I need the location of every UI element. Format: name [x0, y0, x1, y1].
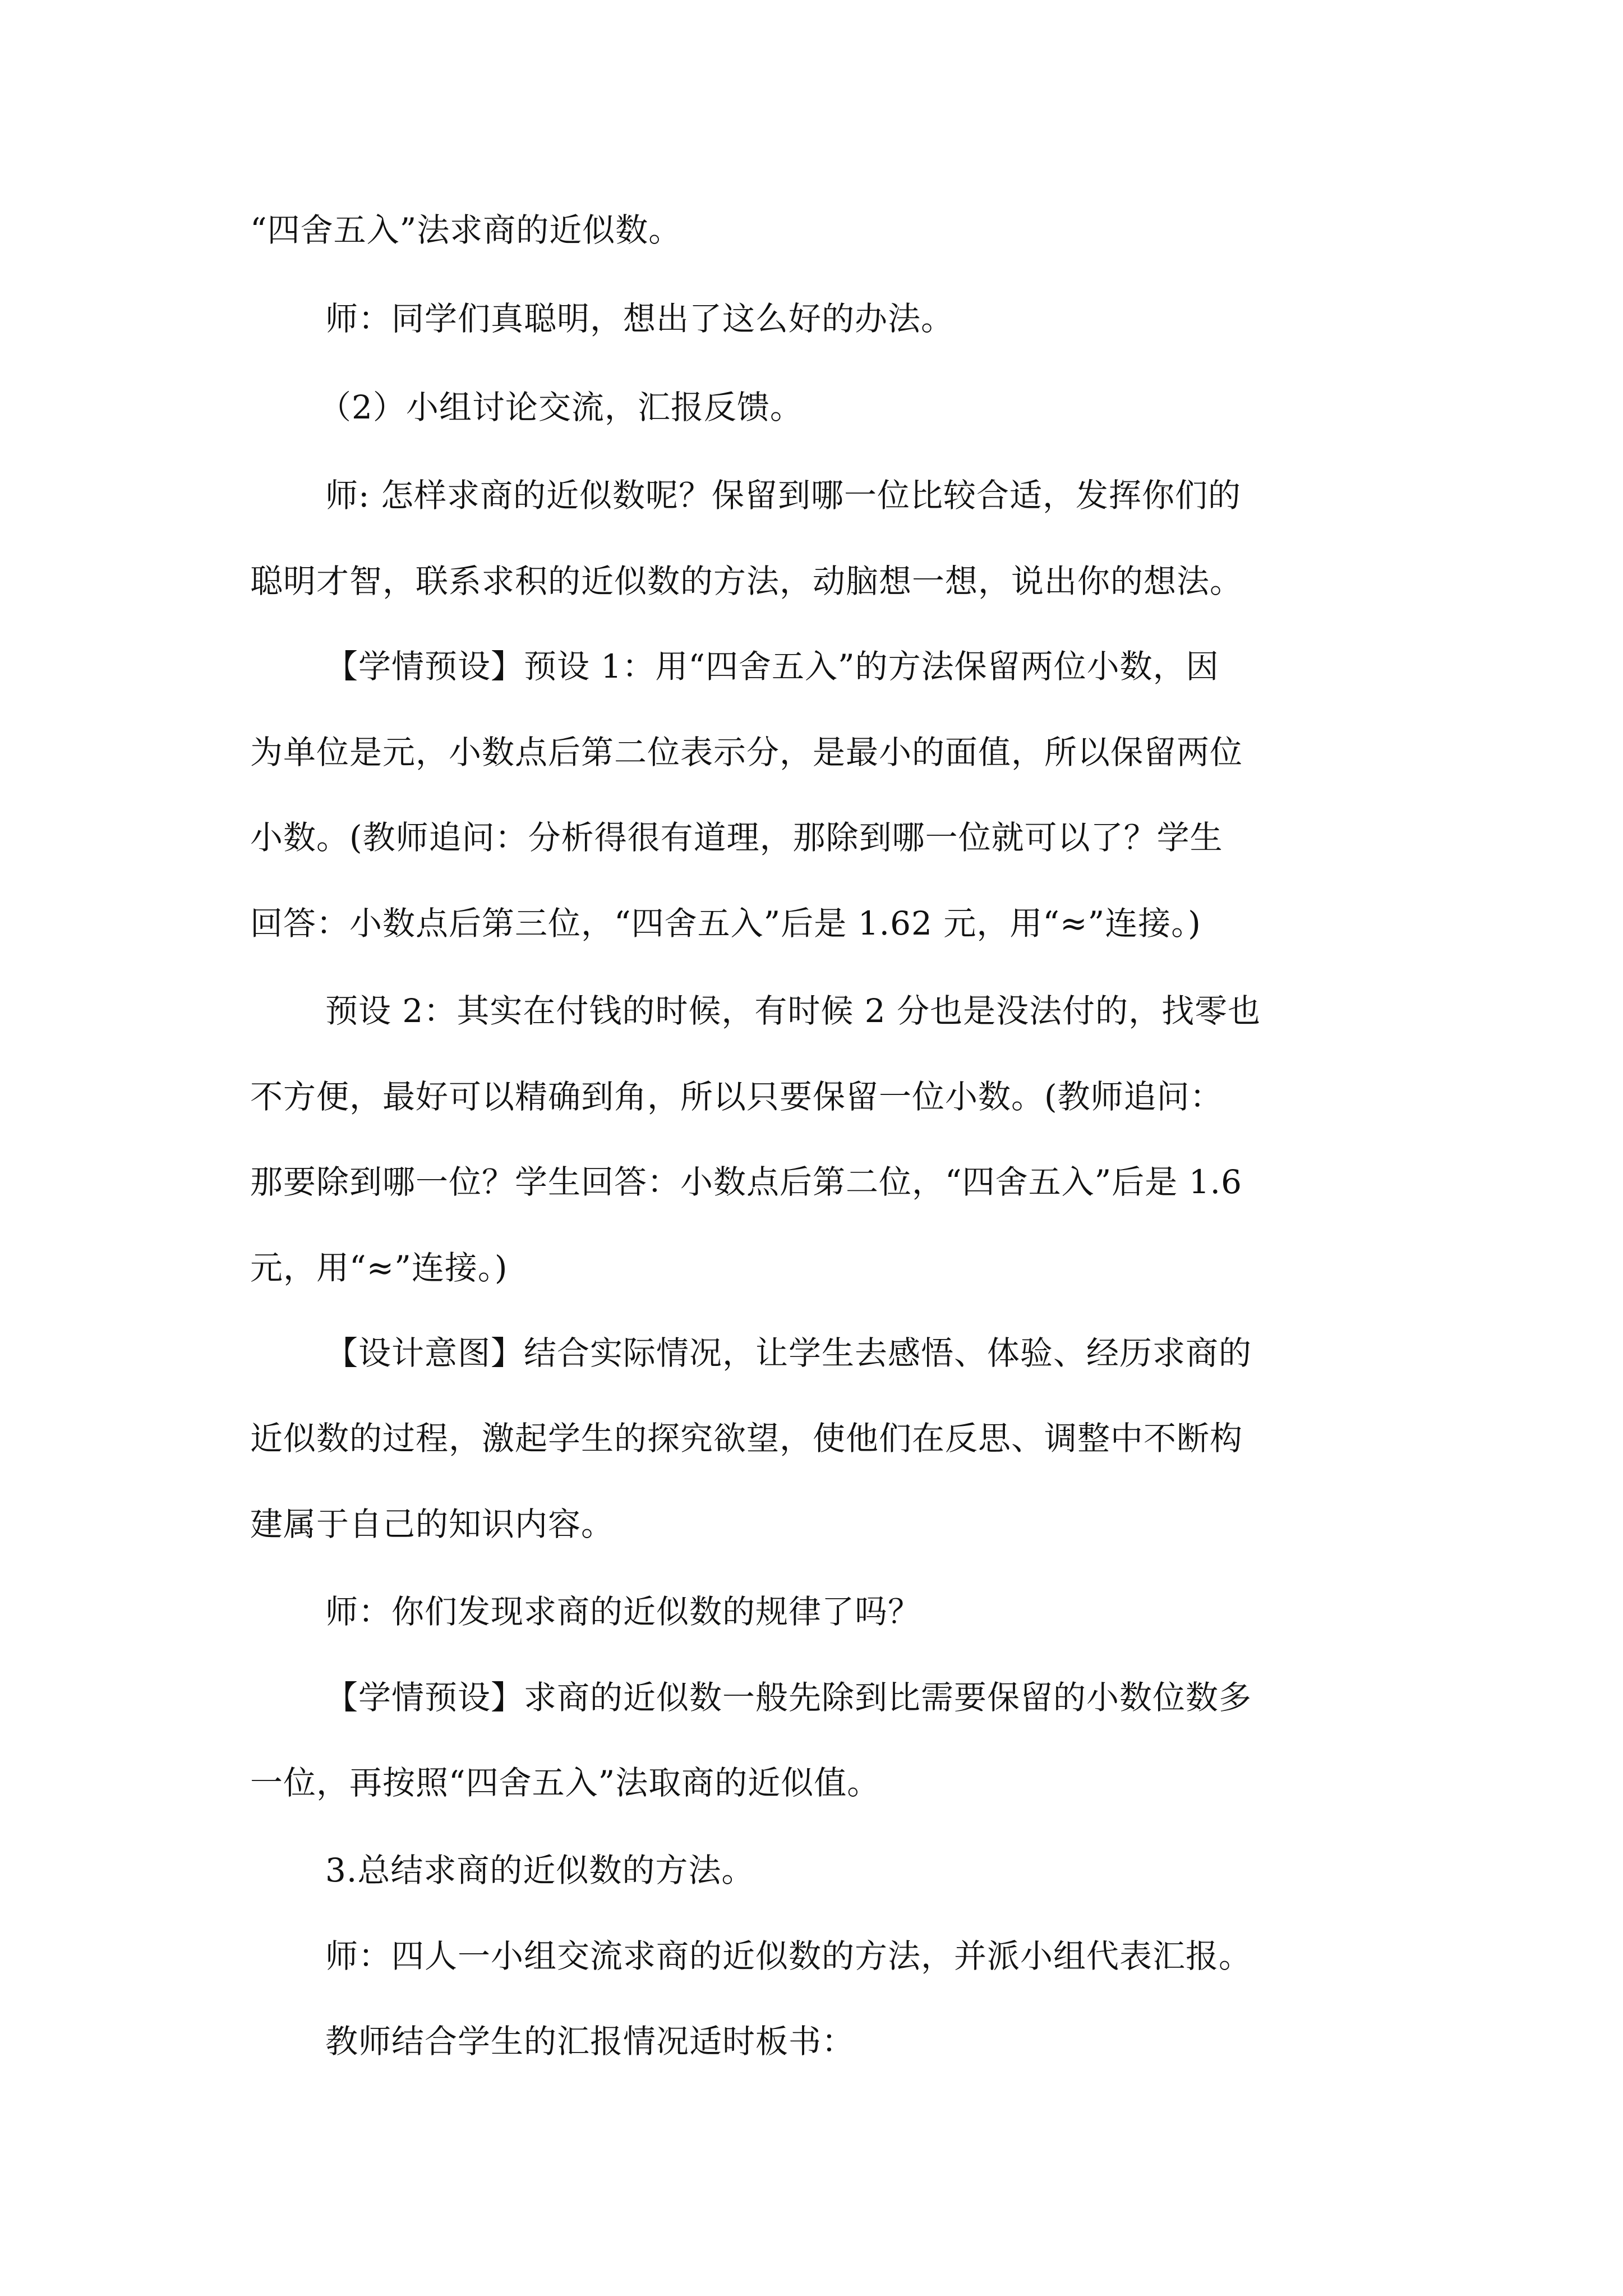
text-line: 【学情预设】求商的近似数一般先除到比需要保留的小数位数多 [325, 1678, 1252, 1717]
text-line: 小数。(教师追问：分析得很有道理，那除到哪一位就可以了？学生 [250, 818, 1223, 857]
text-line: 元，用“≈”连接。) [250, 1249, 508, 1287]
text-line: 聪明才智，联系求积的近似数的方法，动脑想一想，说出你的想法。 [250, 562, 1243, 600]
text-line: 师：同学们真聪明，想出了这么好的办法。 [325, 300, 955, 338]
text-line: “四舍五入”法求商的近似数。 [250, 211, 682, 249]
text-line: 师：四人一小组交流求商的近似数的方法，并派小组代表汇报。 [325, 1937, 1252, 1975]
text-line: 为单位是元，小数点后第二位表示分，是最小的面值，所以保留两位 [250, 733, 1243, 771]
text-line: 【设计意图】结合实际情况，让学生去感悟、体验、经历求商的 [325, 1334, 1252, 1372]
text-line: 一位，再按照“四舍五入”法取商的近似值。 [250, 1764, 880, 1802]
text-line: 师: 怎样求商的近似数呢？保留到哪一位比较合适，发挥你们的 [325, 476, 1241, 514]
text-line: 建属于自己的知识内容。 [250, 1505, 615, 1543]
text-line: 近似数的过程，激起学生的探究欲望，使他们在反思、调整中不断构 [250, 1419, 1243, 1457]
text-line: 师：你们发现求商的近似数的规律了吗？ [325, 1593, 921, 1631]
text-line: 3.总结求商的近似数的方法。 [325, 1851, 755, 1889]
text-line: 那要除到哪一位？学生回答：小数点后第二位，“四舍五入”后是 1.6 [250, 1163, 1242, 1201]
text-line: 教师结合学生的汇报情况适时板书： [325, 2022, 855, 2060]
text-line: 【学情预设】预设 1：用“四舍五入”的方法保留两位小数，因 [325, 647, 1219, 685]
text-line: （2）小组讨论交流，汇报反馈。 [319, 388, 803, 426]
text-line: 预设 2：其实在付钱的时候，有时候 2 分也是没法付的，找零也 [325, 992, 1261, 1030]
text-line: 回答：小数点后第三位，“四舍五入”后是 1.62 元，用“≈”连接。) [250, 904, 1201, 942]
text-line: 不方便，最好可以精确到角，所以只要保留一位小数。(教师追问： [250, 1078, 1223, 1116]
